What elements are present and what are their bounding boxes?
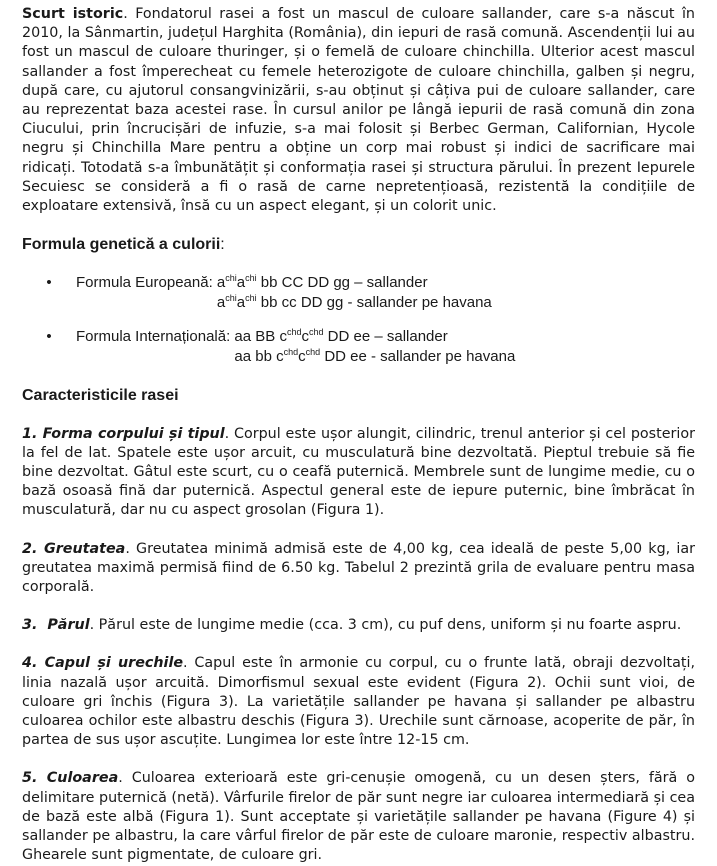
characteristics-heading: Caracteristicile rasei xyxy=(22,387,179,405)
characteristic-text: . Părul este de lungime medie (cca. 3 cm), cu puf dens, uniform și nu foarte aspru. xyxy=(89,617,682,634)
genetics-title: Formula genetică a culorii xyxy=(22,236,221,254)
characteristic-title: 5. Culoarea xyxy=(22,770,119,787)
formula-european xyxy=(22,273,695,313)
characteristic-paragraph xyxy=(22,540,695,598)
genetic-formula-list xyxy=(22,273,695,367)
characteristic-paragraph xyxy=(22,654,695,750)
formula-european-line-1: $a^{chi}a^{chi}$ bb CC DD gg – sallander xyxy=(216,273,428,292)
formula-european-label: Formula Europeană: xyxy=(76,274,217,292)
history-paragraph xyxy=(22,5,695,216)
characteristic-paragraph xyxy=(22,769,695,865)
formula-international-line-2: aa bb $c^{chd}c^{chd}$ DD ee - sallander pe havana xyxy=(234,347,516,366)
characteristic-title: 3. Părul xyxy=(22,617,90,634)
bullet-icon: • xyxy=(46,274,52,292)
history-title: Scurt istoric xyxy=(22,6,124,22)
formula-international-line-1: aa BB $c^{chd}c^{chd}$ DD ee – sallander xyxy=(234,327,448,346)
characteristic-text: . Greutatea minimă admisă este de 4,00 kg, cea ideală de peste 5,00 kg, iar greutatea maximă permisă fiind de 6.50 kg. Tabelul 2 prezintă grila de evaluare pentru masa corporală. xyxy=(22,540,695,596)
characteristic-paragraph xyxy=(22,425,695,521)
formula-international xyxy=(22,327,695,367)
genetics-heading xyxy=(22,235,695,254)
characteristic-text: . Culoarea exterioară este gri-cenușie omogenă, cu un desen șters, fără o delimitare puternică (netă). Vârfurile firelor de păr sunt negre iar culoarea intermediară și cea de bază este albă (Figura 1). Sunt acceptate și varietățile sallander pe havana (Figure 4) și sallander pe albastru, la care vârful firelor de păr este de culoare maronie, respectiv albastru. Ghearele sunt pigmentate, de culoare gri. xyxy=(22,770,695,864)
bullet-icon: • xyxy=(46,328,52,346)
characteristic-text: . Corpul este ușor alungit, cilindric, trenul anterior și cel posterior la fel de lat. Spatele este ușor arcuit, cu musculatură bine dezvoltată. Pieptul trebuie să fie bine dezvoltat. Gâtul este scurt, cu o ceafă puternică. Membrele sunt de lungime medie, cu o bază osoasă fină dar puternică. Aspectul general este de iepure puternic, bine îmbrăcat în musculatură, dar nu cu aspect grosolan (Figura 1). xyxy=(22,425,695,519)
characteristic-title: 2. Greutatea xyxy=(22,540,126,557)
characteristic-text: . Capul este în armonie cu corpul, cu o frunte lată, obraji dezvoltați, linia nazală ușor arcuită. Dimorfismul sexual este evident (Figura 2). Ochii sunt vioi, de culoare gri închis (Figura 3). La varietățile sallander pe havana și sallander pe albastru culoarea ochilor este albastru deschis (Figura 3). Urechile sunt cărnoase, acoperite de păr, în partea de sus ușor ascuțite. Lungimea lor este între 12-15 cm. xyxy=(22,655,695,749)
characteristic-title: 4. Capul și urechile xyxy=(22,655,184,672)
formula-european-line-2: $a^{chi}a^{chi}$ bb cc DD gg - sallander pe havana xyxy=(216,293,492,312)
characteristic-title: 1. Forma corpului și tipul xyxy=(22,425,225,442)
characteristic-paragraph xyxy=(22,616,695,635)
genetics-title-suffix: : xyxy=(220,236,225,254)
formula-international-label: Formula Internațională: xyxy=(76,328,235,346)
history-text: . Fondatorul rasei a fost un mascul de culoare sallander, care s-a născut în 2010, la Sânmartin, județul Harghita (România), din iepuri de rasă comună. Ascendenții lui au fost un mascul de culoare thuringer, și o femelă de culoare chinchilla. Ulterior acest mascul sallander a fost împerecheat cu femele heterozigote de culoare chinchilla, galben și negru, după care, cu ajutorul consangvinizării, s-au obținut și câțiva pui de culoare sallander, care au reprezentat baza acestei rase. În cursul anilor pe lângă iepurii de rasă comună din zona Ciucului, prin încrucișări de infuzie, s-a mai folosit și Berbec German, Californian, Hycole negru și Chinchilla Mare pentru a obține un corp mai robust și indici de sacrificare mai ridicați. Totodată s-a îmbunătățit și conformația rasei și structura părului. În prezent Iepurele Secuiesc se consideră a fi o rasă de carne nepretențioasă, rezistentă la condițiile de exploatare extensivă, însă cu un aspect elegant, și un colorit unic. xyxy=(22,6,695,215)
